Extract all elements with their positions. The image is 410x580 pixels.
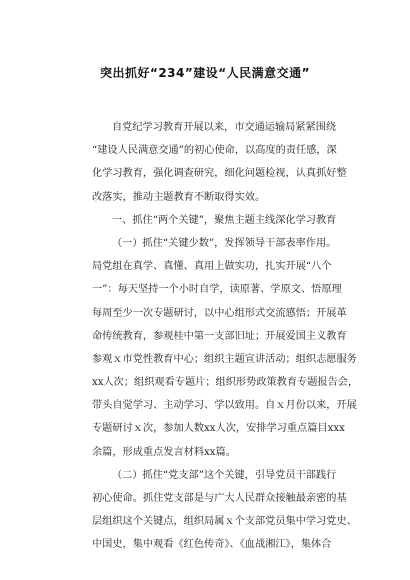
body-line: 局党组在真学、真懂、真用上做实功，扎实开展“八个 (92, 261, 332, 273)
body-line: “建设人民满意交通”的初心使命，以高度的责任感，深 (92, 145, 337, 157)
body-line: 带头自觉学习、主动学习、学以致用。自ｘ月份以来，开展 (92, 400, 357, 412)
subsection-heading: （一）抓住“关键少数”，发挥领导干部表率作用。 (112, 237, 337, 249)
body-line: 参观ｘ市党性教育中心；组织主题宣讲活动；组织志愿服务 (92, 353, 357, 365)
subsection-heading: （二）抓住“党支部”这个关键，引导党员干部践行 (112, 469, 337, 481)
document-body (92, 116, 359, 557)
body-line: 初心使命。抓住党支部是与广大人民群众接触最亲密的基 (92, 493, 347, 504)
section-heading: 一、抓住“两个关键”，聚焦主题主线深化学习教育 (112, 214, 337, 226)
body-line: 改落实，推动主题教育不断取得实效。 (92, 191, 266, 203)
body-line: 专题研讨ｘ次，参加人数xx人次，安排学习重点篇目xxx (92, 423, 345, 435)
body-line: 一”：每天坚持一个小时自学，读原著、学原文、悟原理 (92, 284, 342, 296)
body-line: 每周至少一次专题研讨，以中心组形式交流感悟；开展革 (92, 307, 347, 319)
body-line: 中国史，集中观看《红色传奇》、《血战湘江》，集体合 (92, 539, 332, 551)
body-line: 命传统教育，参观桂中第一支部旧址；开展爱国主义教育 (92, 330, 347, 342)
document-title: 突出抓好“234”建设“人民满意交通” (99, 66, 311, 80)
body-line: xx人次；组织观看专题片；组织形势政策教育专题报告会， (92, 377, 359, 389)
body-line: 余篇，形成重点发言材料xx篇。 (92, 446, 236, 458)
body-line: 层组织这个关键点，组织局属ｘ个支部党员集中学习党史、 (92, 516, 357, 528)
body-line: 化学习教育，强化调查研究，细化问题检视，认真抓好整 (92, 168, 347, 180)
body-line: 自党纪学习教育开展以来，市交通运输局紧紧围绕 (112, 122, 337, 133)
